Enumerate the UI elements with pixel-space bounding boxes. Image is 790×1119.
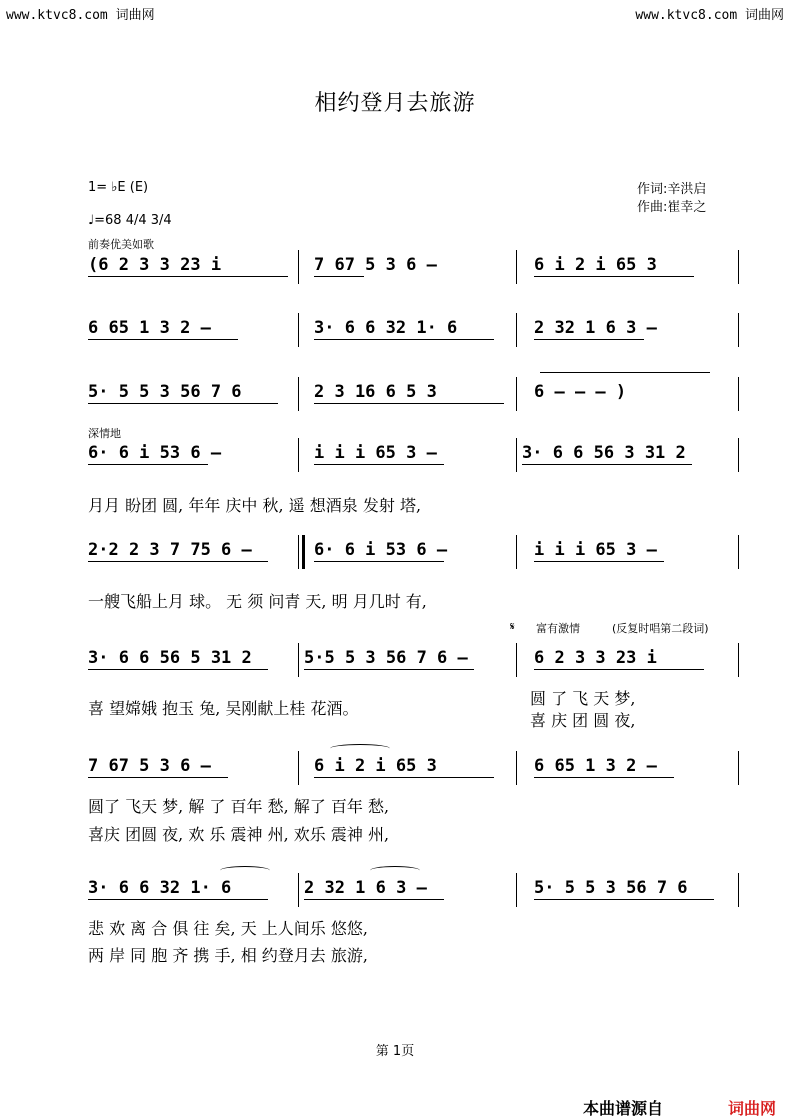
underline — [534, 276, 694, 277]
underline — [314, 777, 494, 778]
underline — [314, 339, 494, 340]
barline — [298, 438, 299, 472]
row7-m2: 6 i 2 i 65 3 — [314, 756, 437, 776]
row1-m2: 7 67 5 3 6 – — [314, 255, 437, 275]
barline — [298, 377, 299, 411]
row5-m1: 2·2 2 3 7 75 6 – — [88, 540, 252, 560]
repeat-start — [302, 535, 305, 569]
row8-m1: 3· 6 6 32 1· 6 — [88, 878, 232, 898]
lyrics-row8-verse2: 两 岸 同 胞 齐 携 手, 相 约登月去 旅游, — [88, 946, 368, 965]
underline — [534, 777, 674, 778]
row8-m3: 5· 5 5 3 56 7 6 — [534, 878, 688, 898]
footer-brand-link[interactable]: 词曲网 — [728, 1099, 777, 1118]
barline — [516, 377, 517, 411]
barline — [298, 873, 299, 907]
expression-deeply: 深情地 — [88, 427, 121, 440]
underline — [522, 464, 692, 465]
underline — [534, 669, 704, 670]
barline — [516, 643, 517, 677]
underline — [314, 403, 504, 404]
slur — [370, 866, 420, 875]
underline — [314, 464, 444, 465]
underline — [88, 561, 268, 562]
lyrics-row6-verse2: 喜 庆 团 圆 夜, — [530, 711, 636, 730]
barline — [516, 313, 517, 347]
lyrics-row7-verse1: 圆了 飞天 梦, 解 了 百年 愁, 解了 百年 愁, — [88, 797, 390, 816]
barline — [298, 313, 299, 347]
underline — [88, 777, 228, 778]
underline — [534, 561, 664, 562]
barline — [298, 751, 299, 785]
barline — [738, 873, 739, 907]
row6-m1: 3· 6 6 56 5 31 2 — [88, 648, 252, 668]
row3-m2: 2 3 16 6 5 3 — [314, 382, 437, 402]
underline — [314, 276, 364, 277]
footer-source-label: 本曲谱源自 — [583, 1099, 664, 1118]
row5-m2: 6· 6 i 53 6 – — [314, 540, 448, 560]
barline — [298, 535, 299, 569]
row2-m3: 2 32 1 6 3 – — [534, 318, 657, 338]
tie-line — [540, 372, 710, 373]
barline — [738, 313, 739, 347]
barline — [298, 643, 299, 677]
tempo-meter: ♩=68 4/4 3/4 — [88, 213, 172, 228]
lyrics-row4: 月月 盼团 圆, 年年 庆中 秋, 遥 想酒泉 发射 塔, — [88, 496, 422, 515]
row4-m1: 6· 6 i 53 6 – — [88, 443, 222, 463]
underline — [314, 561, 444, 562]
page-title: 相约登月去旅游 — [314, 91, 476, 116]
lyrics-row6: 喜 望嫦娥 抱玉 兔, 吴刚献上桂 花酒。 — [88, 699, 359, 718]
slur — [220, 866, 270, 875]
row1-m3: 6 i 2 i 65 3 — [534, 255, 657, 275]
barline — [738, 643, 739, 677]
underline — [88, 669, 268, 670]
barline — [738, 438, 739, 472]
lyrics-row5: 一艘飞船上月 球。 无 须 问青 天, 明 月几时 有, — [88, 592, 427, 611]
segno-icon: 𝄋 — [510, 620, 515, 633]
row4-m3: 3· 6 6 56 3 31 2 — [522, 443, 686, 463]
slur — [330, 744, 390, 753]
underline — [88, 403, 278, 404]
row8-m2: 2 32 1 6 3 – — [304, 878, 427, 898]
lyricist-credit: 作词:辛洪启 — [637, 182, 707, 197]
watermark-left: www.ktvc8.com 词曲网 — [6, 8, 155, 23]
row7-m1: 7 67 5 3 6 – — [88, 756, 211, 776]
underline — [304, 669, 474, 670]
barline — [516, 873, 517, 907]
barline — [738, 250, 739, 284]
barline — [516, 250, 517, 284]
barline — [738, 535, 739, 569]
page-number: 第 1页 — [375, 1044, 415, 1059]
row7-m3: 6 65 1 3 2 – — [534, 756, 657, 776]
row2-m2: 3· 6 6 32 1· 6 — [314, 318, 458, 338]
barline — [516, 751, 517, 785]
row1-m1: (6 2 3 3 23 i — [88, 255, 222, 275]
row5-m3: i i i 65 3 – — [534, 540, 657, 560]
underline — [88, 339, 238, 340]
repeat-note: (反复时唱第二段词) — [612, 622, 709, 635]
underline — [534, 899, 714, 900]
row6-m3: 6 2 3 3 23 i — [534, 648, 657, 668]
lyrics-row6-verse1: 圆 了 飞 天 梦, — [530, 689, 636, 708]
key-signature: 1= ♭E (E) — [88, 180, 149, 195]
lyrics-row8-verse1: 悲 欢 离 合 俱 往 矣, 天 上人间乐 悠悠, — [88, 919, 368, 938]
intro-mark: 前奏优美如歌 — [88, 238, 154, 251]
underline — [88, 276, 288, 277]
row3-m3: 6 – – – ) — [534, 382, 627, 402]
row3-m1: 5· 5 5 3 56 7 6 — [88, 382, 242, 402]
row4-m2: i i i 65 3 – — [314, 443, 437, 463]
row6-m2: 5·5 5 3 56 7 6 – — [304, 648, 468, 668]
barline — [516, 438, 517, 472]
underline — [534, 339, 644, 340]
composer-credit: 作曲:崔幸之 — [637, 200, 707, 215]
underline — [304, 899, 444, 900]
barline — [516, 535, 517, 569]
row2-m1: 6 65 1 3 2 – — [88, 318, 211, 338]
underline — [88, 899, 268, 900]
barline — [298, 250, 299, 284]
barline — [738, 377, 739, 411]
barline — [738, 751, 739, 785]
expression-passionate: 富有激情 — [536, 622, 580, 635]
lyrics-row7-verse2: 喜庆 团圆 夜, 欢 乐 震神 州, 欢乐 震神 州, — [88, 825, 390, 844]
underline — [88, 464, 208, 465]
watermark-right: www.ktvc8.com 词曲网 — [635, 8, 784, 23]
